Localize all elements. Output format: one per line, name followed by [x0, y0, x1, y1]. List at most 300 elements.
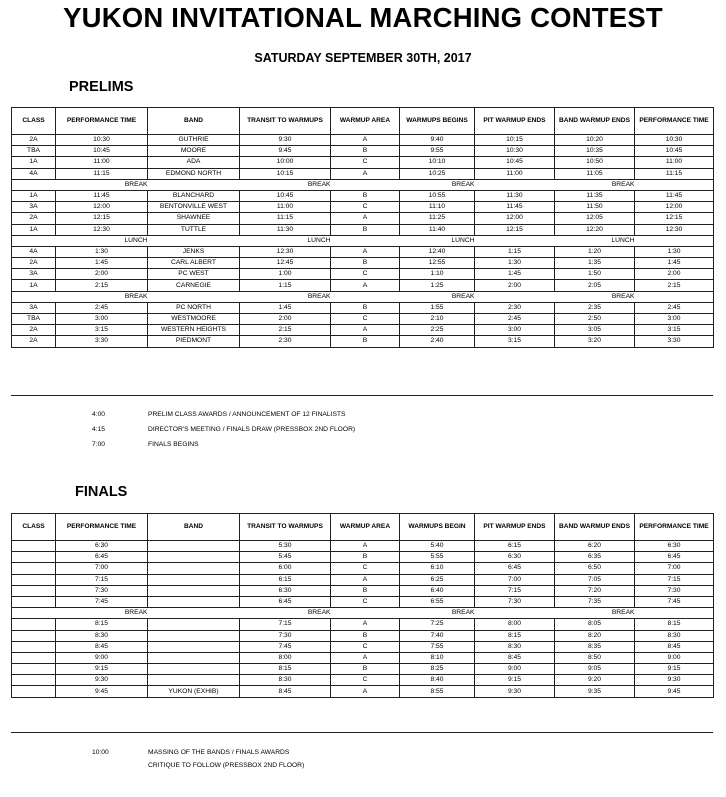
schedule-cell: 1:55 — [400, 302, 475, 313]
schedule-cell: A — [331, 619, 400, 630]
schedule-cell: 8:15 — [56, 619, 148, 630]
schedule-cell: 11:05 — [555, 168, 635, 179]
schedule-cell: 12:05 — [555, 213, 635, 224]
schedule-cell: 12:00 — [475, 213, 555, 224]
schedule-cell: 4A — [12, 168, 56, 179]
schedule-row — [12, 190, 714, 201]
schedule-cell: 11:30 — [475, 190, 555, 201]
break-label: LUNCH — [240, 235, 331, 246]
schedule-cell: A — [331, 168, 400, 179]
schedule-cell: 6:30 — [635, 541, 714, 552]
schedule-cell: 7:30 — [240, 630, 331, 641]
schedule-row — [12, 641, 714, 652]
schedule-cell: 6:20 — [555, 541, 635, 552]
schedule-cell: 6:40 — [400, 585, 475, 596]
schedule-cell: ADA — [148, 157, 240, 168]
schedule-cell: TBA — [12, 146, 56, 157]
schedule-cell: 6:45 — [56, 552, 148, 563]
schedule-cell: C — [331, 675, 400, 686]
schedule-cell: 2A — [12, 213, 56, 224]
schedule-cell: 1A — [12, 190, 56, 201]
note-time: 10:00 — [92, 749, 109, 756]
break-cell — [148, 291, 240, 302]
schedule-cell: 7:00 — [635, 563, 714, 574]
schedule-cell: CARNEGIE — [148, 280, 240, 291]
schedule-row — [12, 213, 714, 224]
schedule-cell: 1:35 — [555, 258, 635, 269]
break-cell — [475, 179, 555, 190]
schedule-cell: 1:15 — [240, 280, 331, 291]
schedule-cell: 10:25 — [400, 168, 475, 179]
column-header: PIT WARMUP ENDS — [475, 514, 555, 541]
schedule-row — [12, 168, 714, 179]
schedule-cell: 9:40 — [400, 135, 475, 146]
schedule-cell: 8:10 — [400, 652, 475, 663]
schedule-cell: B — [331, 552, 400, 563]
break-label: BREAK — [56, 608, 148, 619]
break-cell — [475, 235, 555, 246]
prelims-schedule-table — [11, 107, 714, 348]
schedule-cell — [12, 675, 56, 686]
schedule-cell: 7:30 — [475, 596, 555, 607]
column-header: PIT WARMUP ENDS — [475, 108, 555, 135]
schedule-cell: 1A — [12, 280, 56, 291]
schedule-cell: GUTHRIE — [148, 135, 240, 146]
schedule-cell: 2:15 — [240, 325, 331, 336]
schedule-cell: 9:00 — [56, 652, 148, 663]
schedule-cell: 11:00 — [56, 157, 148, 168]
event-date: SATURDAY SEPTEMBER 30TH, 2017 — [254, 51, 472, 65]
schedule-cell — [148, 563, 240, 574]
schedule-cell: 10:20 — [555, 135, 635, 146]
schedule-cell: 10:35 — [555, 146, 635, 157]
break-label: BREAK — [400, 608, 475, 619]
schedule-cell: 3A — [12, 269, 56, 280]
schedule-row — [12, 314, 714, 325]
schedule-cell: 6:45 — [240, 596, 331, 607]
schedule-cell: 6:30 — [56, 541, 148, 552]
finals-schedule-table — [11, 513, 714, 698]
break-label: BREAK — [56, 291, 148, 302]
break-label: LUNCH — [400, 235, 475, 246]
schedule-cell: 1:45 — [56, 258, 148, 269]
schedule-cell: 9:30 — [240, 135, 331, 146]
schedule-cell: 11:10 — [400, 202, 475, 213]
page-title: YUKON INVITATIONAL MARCHING CONTEST — [63, 2, 663, 33]
schedule-cell: 3:30 — [635, 336, 714, 347]
schedule-cell: 7:45 — [240, 641, 331, 652]
schedule-cell — [148, 585, 240, 596]
schedule-cell: 6:15 — [475, 541, 555, 552]
schedule-cell: 9:35 — [555, 686, 635, 697]
schedule-cell: 2:45 — [56, 302, 148, 313]
schedule-cell: 2:35 — [555, 302, 635, 313]
column-header: WARMUPS BEGINS — [400, 108, 475, 135]
schedule-cell: 8:45 — [240, 686, 331, 697]
schedule-cell — [12, 596, 56, 607]
break-cell — [12, 608, 56, 619]
schedule-cell: 2:15 — [635, 280, 714, 291]
schedule-cell: 11:45 — [475, 202, 555, 213]
break-cell — [635, 608, 714, 619]
schedule-cell: 5:40 — [400, 541, 475, 552]
schedule-cell: 10:45 — [475, 157, 555, 168]
schedule-cell: 2A — [12, 135, 56, 146]
schedule-cell: 8:30 — [475, 641, 555, 652]
break-cell — [475, 291, 555, 302]
break-cell — [12, 291, 56, 302]
schedule-cell — [148, 675, 240, 686]
schedule-cell: 7:15 — [475, 585, 555, 596]
break-row — [12, 608, 714, 619]
break-label: BREAK — [400, 291, 475, 302]
column-header: WARMUP AREA — [331, 108, 400, 135]
schedule-cell: 2:05 — [555, 280, 635, 291]
schedule-cell — [148, 630, 240, 641]
break-cell — [635, 179, 714, 190]
break-cell — [12, 179, 56, 190]
schedule-cell: SHAWNEE — [148, 213, 240, 224]
schedule-cell: B — [331, 190, 400, 201]
schedule-cell: 8:55 — [400, 686, 475, 697]
schedule-cell: A — [331, 574, 400, 585]
schedule-cell — [148, 574, 240, 585]
column-header: CLASS — [12, 514, 56, 541]
schedule-cell: 3:20 — [555, 336, 635, 347]
schedule-row — [12, 596, 714, 607]
schedule-cell: 6:55 — [400, 596, 475, 607]
schedule-cell: 1:30 — [56, 246, 148, 257]
break-cell — [475, 608, 555, 619]
note-time: 4:00 — [92, 411, 106, 418]
schedule-cell: 4A — [12, 246, 56, 257]
schedule-cell: 9:00 — [635, 652, 714, 663]
schedule-row — [12, 574, 714, 585]
prelims-heading: PRELIMS — [69, 79, 134, 95]
note-text: PRELIM CLASS AWARDS / ANNOUNCEMENT OF 12 FINALISTS — [148, 411, 346, 418]
schedule-cell: 8:00 — [240, 652, 331, 663]
schedule-row — [12, 563, 714, 574]
schedule-cell: 10:00 — [240, 157, 331, 168]
schedule-cell: 12:00 — [635, 202, 714, 213]
schedule-cell: 8:35 — [555, 641, 635, 652]
schedule-cell: B — [331, 336, 400, 347]
schedule-cell: 2A — [12, 258, 56, 269]
schedule-row — [12, 224, 714, 235]
schedule-cell: 1:45 — [240, 302, 331, 313]
schedule-cell: 7:05 — [555, 574, 635, 585]
schedule-cell: 11:40 — [400, 224, 475, 235]
schedule-row — [12, 619, 714, 630]
column-header: PERFORMANCE TIME — [56, 108, 148, 135]
break-cell — [12, 235, 56, 246]
schedule-cell: C — [331, 596, 400, 607]
break-label: LUNCH — [555, 235, 635, 246]
schedule-row — [12, 302, 714, 313]
break-row — [12, 291, 714, 302]
schedule-cell: 1:10 — [400, 269, 475, 280]
schedule-cell: 9:15 — [635, 664, 714, 675]
break-cell — [331, 608, 400, 619]
schedule-cell: 11:30 — [240, 224, 331, 235]
break-label: LUNCH — [56, 235, 148, 246]
schedule-cell: 9:00 — [475, 664, 555, 675]
schedule-cell: 11:45 — [56, 190, 148, 201]
schedule-cell: 3:00 — [635, 314, 714, 325]
break-cell — [331, 235, 400, 246]
schedule-cell: 8:05 — [555, 619, 635, 630]
schedule-cell — [148, 652, 240, 663]
schedule-cell: 7:30 — [56, 585, 148, 596]
schedule-cell: B — [331, 585, 400, 596]
schedule-cell: 3:05 — [555, 325, 635, 336]
schedule-cell: 12:20 — [555, 224, 635, 235]
schedule-cell: 6:50 — [555, 563, 635, 574]
schedule-cell: 5:30 — [240, 541, 331, 552]
schedule-cell: 12:00 — [56, 202, 148, 213]
schedule-cell: A — [331, 135, 400, 146]
schedule-cell: WESTERN HEIGHTS — [148, 325, 240, 336]
schedule-cell: 2:00 — [635, 269, 714, 280]
schedule-cell: 11:45 — [635, 190, 714, 201]
schedule-cell: 10:45 — [635, 146, 714, 157]
schedule-cell: 10:10 — [400, 157, 475, 168]
schedule-cell: TBA — [12, 314, 56, 325]
schedule-cell: PIEDMONT — [148, 336, 240, 347]
schedule-cell: 7:45 — [56, 596, 148, 607]
schedule-cell: 10:45 — [240, 190, 331, 201]
break-label: BREAK — [555, 179, 635, 190]
schedule-row — [12, 325, 714, 336]
finals-table-bottom-rule — [11, 732, 713, 733]
schedule-cell: 9:15 — [56, 664, 148, 675]
schedule-cell: 2A — [12, 336, 56, 347]
schedule-cell: 6:25 — [400, 574, 475, 585]
schedule-cell: 2:45 — [635, 302, 714, 313]
schedule-cell: 12:15 — [475, 224, 555, 235]
schedule-cell: 1:45 — [475, 269, 555, 280]
schedule-cell: 1A — [12, 224, 56, 235]
schedule-cell: 6:15 — [240, 574, 331, 585]
schedule-cell: 9:30 — [475, 686, 555, 697]
schedule-row — [12, 652, 714, 663]
schedule-row — [12, 585, 714, 596]
schedule-cell: 3:15 — [56, 325, 148, 336]
schedule-cell: 11:35 — [555, 190, 635, 201]
schedule-cell: 6:45 — [475, 563, 555, 574]
note-time: 4:15 — [92, 426, 106, 433]
schedule-cell: B — [331, 258, 400, 269]
column-header: BAND WARMUP ENDS — [555, 514, 635, 541]
schedule-cell — [12, 563, 56, 574]
schedule-cell: 2:25 — [400, 325, 475, 336]
break-label: BREAK — [56, 179, 148, 190]
schedule-cell: 2:15 — [56, 280, 148, 291]
schedule-cell: 12:15 — [635, 213, 714, 224]
schedule-cell: 2:40 — [400, 336, 475, 347]
schedule-cell: 1:45 — [635, 258, 714, 269]
column-header: PERFORMANCE TIME — [635, 108, 714, 135]
schedule-cell — [12, 664, 56, 675]
schedule-row — [12, 541, 714, 552]
break-cell — [148, 608, 240, 619]
break-row — [12, 179, 714, 190]
note-text: DIRECTOR'S MEETING / FINALS DRAW (PRESSBOX 2ND FLOOR) — [148, 426, 356, 433]
column-header: PERFORMANCE TIME — [635, 514, 714, 541]
break-label: BREAK — [240, 179, 331, 190]
schedule-cell: 7:20 — [555, 585, 635, 596]
schedule-cell: 8:30 — [56, 630, 148, 641]
schedule-cell: 2:00 — [56, 269, 148, 280]
schedule-cell: C — [331, 641, 400, 652]
schedule-cell: 11:15 — [56, 168, 148, 179]
schedule-cell: 10:55 — [400, 190, 475, 201]
schedule-cell: C — [331, 269, 400, 280]
schedule-cell: 10:15 — [240, 168, 331, 179]
schedule-cell: 12:30 — [635, 224, 714, 235]
schedule-row — [12, 336, 714, 347]
schedule-cell: 8:30 — [635, 630, 714, 641]
schedule-cell: 10:15 — [475, 135, 555, 146]
break-label: BREAK — [555, 608, 635, 619]
schedule-cell: 2:00 — [240, 314, 331, 325]
schedule-cell: 7:15 — [56, 574, 148, 585]
schedule-cell: 9:55 — [400, 146, 475, 157]
schedule-cell: BLANCHARD — [148, 190, 240, 201]
schedule-row — [12, 686, 714, 697]
schedule-cell: 9:45 — [56, 686, 148, 697]
schedule-cell: 1:15 — [475, 246, 555, 257]
schedule-cell: 2:30 — [240, 336, 331, 347]
schedule-cell: 12:40 — [400, 246, 475, 257]
schedule-cell: MOORE — [148, 146, 240, 157]
schedule-cell: 8:15 — [635, 619, 714, 630]
schedule-cell: 6:45 — [635, 552, 714, 563]
schedule-cell: 9:30 — [635, 675, 714, 686]
schedule-cell: 9:20 — [555, 675, 635, 686]
schedule-cell: 8:30 — [240, 675, 331, 686]
schedule-cell: 6:10 — [400, 563, 475, 574]
schedule-cell: 8:15 — [240, 664, 331, 675]
schedule-cell: 9:45 — [240, 146, 331, 157]
schedule-row — [12, 552, 714, 563]
schedule-cell: 6:35 — [555, 552, 635, 563]
schedule-cell: 8:45 — [475, 652, 555, 663]
schedule-row — [12, 246, 714, 257]
schedule-cell: 7:30 — [635, 585, 714, 596]
prelims-header-row — [12, 108, 714, 135]
column-header: TRANSIT TO WARMUPS — [240, 108, 331, 135]
schedule-cell: 6:30 — [240, 585, 331, 596]
schedule-cell: 11:00 — [475, 168, 555, 179]
schedule-cell: 3:30 — [56, 336, 148, 347]
schedule-cell: TUTTLE — [148, 224, 240, 235]
column-header: WARMUPS BEGIN — [400, 514, 475, 541]
schedule-row — [12, 630, 714, 641]
break-label: BREAK — [400, 179, 475, 190]
schedule-cell: 7:40 — [400, 630, 475, 641]
finals-heading: FINALS — [75, 484, 128, 500]
schedule-cell: 8:50 — [555, 652, 635, 663]
schedule-cell: A — [331, 325, 400, 336]
schedule-cell: 1:50 — [555, 269, 635, 280]
schedule-cell: 7:15 — [240, 619, 331, 630]
schedule-cell: B — [331, 630, 400, 641]
finals-header-row — [12, 514, 714, 541]
schedule-cell — [12, 630, 56, 641]
schedule-cell: 6:00 — [240, 563, 331, 574]
schedule-cell: 8:20 — [555, 630, 635, 641]
column-header: BAND — [148, 514, 240, 541]
schedule-cell: A — [331, 280, 400, 291]
break-row — [12, 235, 714, 246]
schedule-cell: CARL ALBERT — [148, 258, 240, 269]
schedule-cell: 11:25 — [400, 213, 475, 224]
note-text: CRITIQUE TO FOLLOW (PRESSBOX 2ND FLOOR) — [148, 762, 305, 769]
schedule-row — [12, 146, 714, 157]
schedule-cell: YUKON (EXHIB) — [148, 686, 240, 697]
schedule-cell: 9:05 — [555, 664, 635, 675]
schedule-cell: 2:30 — [475, 302, 555, 313]
schedule-cell: B — [331, 146, 400, 157]
schedule-cell: 1:30 — [635, 246, 714, 257]
schedule-cell: 10:30 — [56, 135, 148, 146]
schedule-row — [12, 202, 714, 213]
schedule-cell: A — [331, 246, 400, 257]
schedule-row — [12, 269, 714, 280]
schedule-cell: 12:30 — [56, 224, 148, 235]
schedule-cell: 7:25 — [400, 619, 475, 630]
schedule-cell: 1A — [12, 157, 56, 168]
schedule-cell: 7:45 — [635, 596, 714, 607]
schedule-cell: 11:00 — [240, 202, 331, 213]
schedule-cell: 3A — [12, 302, 56, 313]
schedule-cell: 10:45 — [56, 146, 148, 157]
schedule-cell: 7:00 — [56, 563, 148, 574]
schedule-row — [12, 135, 714, 146]
schedule-cell: PC WEST — [148, 269, 240, 280]
schedule-cell: 8:15 — [475, 630, 555, 641]
break-label: BREAK — [555, 291, 635, 302]
schedule-cell: B — [331, 664, 400, 675]
schedule-cell: 7:35 — [555, 596, 635, 607]
note-text: FINALS BEGINS — [148, 441, 199, 448]
schedule-cell — [12, 541, 56, 552]
schedule-cell: 3:00 — [56, 314, 148, 325]
schedule-cell: 9:45 — [635, 686, 714, 697]
column-header: CLASS — [12, 108, 56, 135]
break-cell — [148, 179, 240, 190]
schedule-cell: 3:15 — [635, 325, 714, 336]
schedule-cell: 8:25 — [400, 664, 475, 675]
schedule-row — [12, 675, 714, 686]
schedule-cell — [12, 619, 56, 630]
schedule-cell: 7:55 — [400, 641, 475, 652]
schedule-cell: EDMOND NORTH — [148, 168, 240, 179]
schedule-cell — [148, 619, 240, 630]
break-cell — [148, 235, 240, 246]
schedule-cell: 10:50 — [555, 157, 635, 168]
column-header: PERFORMANCE TIME — [56, 514, 148, 541]
schedule-cell: WESTMOORE — [148, 314, 240, 325]
schedule-cell: C — [331, 157, 400, 168]
schedule-cell: 11:00 — [635, 157, 714, 168]
schedule-cell — [12, 641, 56, 652]
schedule-cell: BENTONVILLE WEST — [148, 202, 240, 213]
schedule-cell: 6:30 — [475, 552, 555, 563]
schedule-cell: B — [331, 302, 400, 313]
schedule-cell: PC NORTH — [148, 302, 240, 313]
